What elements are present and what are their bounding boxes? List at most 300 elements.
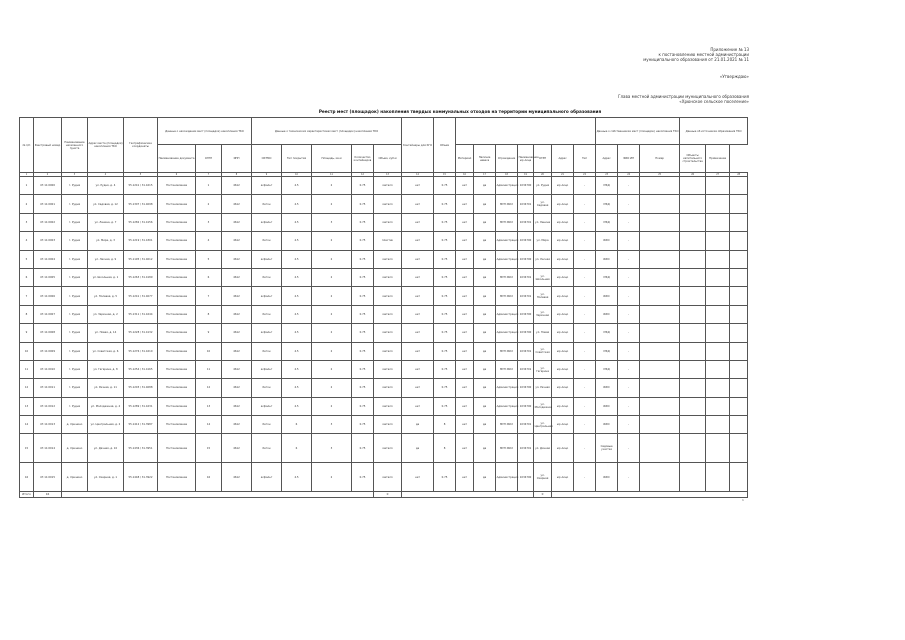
table-cell: -	[574, 463, 596, 492]
col-header: № п/п	[20, 118, 34, 173]
table-cell: 2	[312, 342, 352, 360]
table-cell-empty	[730, 195, 748, 213]
table-cell: 55.1311 / 31.4244	[124, 305, 158, 323]
table-cell: 1034700	[518, 324, 534, 342]
col-number: 7	[196, 173, 222, 177]
col-number: 13	[374, 173, 402, 177]
table-cell: 3	[312, 213, 352, 231]
table-cell-empty	[706, 342, 730, 360]
table-cell-empty	[730, 305, 748, 323]
table-cell-empty	[706, 324, 730, 342]
table-cell: 4612	[222, 324, 252, 342]
table-cell: МКД	[596, 177, 618, 195]
table-cell-empty	[680, 213, 706, 231]
table-cell: Постановление	[158, 287, 196, 305]
table-cell: 2	[312, 287, 352, 305]
table-cell: -	[574, 195, 596, 213]
table-cell: 0.75	[352, 177, 374, 195]
table-cell: металл	[374, 177, 402, 195]
table-cell: 8	[434, 434, 456, 463]
table-cell: бетон	[252, 434, 282, 463]
table-cell: 4612	[222, 305, 252, 323]
table-cell: -	[574, 213, 596, 231]
table-cell-empty	[640, 434, 680, 463]
table-cell: ул. Дачная, д. 10	[88, 434, 124, 463]
table-cell: -	[574, 397, 596, 415]
total-cell: 0	[374, 492, 402, 498]
table-cell: 47:11:0010	[34, 360, 62, 378]
table-cell: 4612	[222, 287, 252, 305]
col-number: 19	[518, 173, 534, 177]
table-cell: 47:11:0012	[34, 397, 62, 415]
table-cell-empty	[706, 416, 730, 434]
table-cell: ул. Советская, д. 6	[88, 342, 124, 360]
table-cell: Администрация	[496, 305, 518, 323]
table-cell: ИЖС	[596, 305, 618, 323]
table-cell-empty	[730, 324, 748, 342]
table-cell-empty	[640, 360, 680, 378]
table-cell: 4.5	[282, 250, 312, 268]
table-cell: 2	[312, 463, 352, 492]
table-cell-empty	[706, 232, 730, 250]
col-header: Географические координаты	[124, 118, 158, 173]
table-cell: 11	[196, 360, 222, 378]
total-cell: Итого	[20, 492, 34, 498]
table-row	[20, 379, 748, 397]
table-cell: г. Рудня	[62, 213, 88, 231]
table-cell-empty	[680, 416, 706, 434]
table-cell: 2	[312, 232, 352, 250]
table-cell: нет	[402, 177, 434, 195]
table-cell: 12	[196, 379, 222, 397]
table-cell: нет	[402, 287, 434, 305]
col-header: Площадь, кв.м	[312, 145, 352, 173]
table-cell: 8	[196, 305, 222, 323]
table-cell-empty	[640, 213, 680, 231]
table-cell: г. Рудня	[62, 324, 88, 342]
col-header: Контейнеры для КГО	[402, 118, 434, 173]
table-cell: -	[618, 416, 640, 434]
table-cell: ул. Речная, д. 11	[88, 379, 124, 397]
table-cell: да	[474, 268, 496, 286]
table-cell: -	[618, 305, 640, 323]
table-cell: юр.лицо	[552, 379, 574, 397]
table-row	[20, 434, 748, 463]
table-cell: 5	[196, 250, 222, 268]
table-cell-empty	[706, 195, 730, 213]
col-header: ФИО ИП	[618, 145, 640, 173]
table-cell: -	[618, 463, 640, 492]
table-cell-empty	[640, 397, 680, 415]
table-cell: ул. Молодежная, д. 4	[88, 397, 124, 415]
table-cell: 15	[196, 434, 222, 463]
table-cell-empty	[730, 360, 748, 378]
table-cell: 4	[196, 232, 222, 250]
table-cell: Постановление	[158, 213, 196, 231]
approve-line: Глава местной администрации муниципального образования	[618, 94, 749, 99]
col-header: Ограждение	[496, 145, 518, 173]
table-cell: Постановление	[158, 397, 196, 415]
table-cell: 4612	[222, 379, 252, 397]
table-cell: нет	[402, 379, 434, 397]
table-cell: 47:11:0004	[34, 250, 62, 268]
col-header: Номер	[640, 145, 680, 173]
table-cell-empty	[680, 360, 706, 378]
table-cell: 9	[20, 324, 34, 342]
table-cell-empty	[706, 287, 730, 305]
table-cell: 55.1228 / 31.4132	[124, 324, 158, 342]
table-cell: 4	[20, 232, 34, 250]
table-cell-empty	[706, 213, 730, 231]
table-cell: 2	[312, 360, 352, 378]
table-cell: да	[474, 250, 496, 268]
table-cell: 0.75	[434, 397, 456, 415]
table-cell: МУП ЖКХ	[496, 342, 518, 360]
col-number: 23	[596, 173, 618, 177]
table-cell: д. Хрюнино	[62, 434, 88, 463]
col-header: Наименование документа	[158, 145, 196, 173]
table-cell: ИЖС	[596, 250, 618, 268]
table-cell: ул. Лесная	[534, 250, 552, 268]
table-cell: 55.1276 / 31.4210	[124, 342, 158, 360]
table-cell: 2	[196, 195, 222, 213]
col-header: Материал	[456, 145, 474, 173]
table-cell: ул. Молодежная	[534, 397, 552, 415]
table-cell: металл	[374, 305, 402, 323]
group-header-technical: Данные о технических характеристиках мест (площадок) накопления ТКО	[252, 118, 402, 145]
table-cell: нет	[456, 305, 474, 323]
table-cell: Постановление	[158, 324, 196, 342]
table-cell: 47:11:0009	[34, 342, 62, 360]
table-cell: 4612	[222, 416, 252, 434]
table-cell: -	[618, 195, 640, 213]
col-header: Наличие навеса	[474, 145, 496, 173]
approve-block	[589, 94, 749, 104]
appendix-line: к постановлению местной администрации	[658, 52, 749, 57]
table-row	[20, 360, 748, 378]
table-cell: юр.лицо	[552, 232, 574, 250]
table-cell: -	[574, 416, 596, 434]
table-cell: юр.лицо	[552, 342, 574, 360]
table-cell: нет	[456, 177, 474, 195]
table-row	[20, 268, 748, 286]
table-cell: МУП ЖКХ	[496, 268, 518, 286]
table-cell: 7	[196, 287, 222, 305]
table-cell: 2	[312, 177, 352, 195]
table-cell: нет	[456, 360, 474, 378]
table-cell: 0.75	[352, 324, 374, 342]
table-cell: 2	[312, 305, 352, 323]
table-cell-empty	[680, 195, 706, 213]
table-cell: 1034701	[518, 342, 534, 360]
table-cell: 4.5	[282, 397, 312, 415]
col-number: 3	[62, 173, 88, 177]
table-cell: асфальт	[252, 397, 282, 415]
table-cell: асфальт	[252, 213, 282, 231]
table-cell: 1034701	[518, 268, 534, 286]
table-cell: 1034701	[518, 213, 534, 231]
table-cell: 14	[20, 416, 34, 434]
table-cell: -	[618, 287, 640, 305]
table-cell-empty	[640, 463, 680, 492]
table-cell: МУП ЖКХ	[496, 434, 518, 463]
table-cell: ИЖС	[596, 287, 618, 305]
table-cell-empty	[680, 463, 706, 492]
table-cell: -	[574, 434, 596, 463]
table-cell: г. Рудня	[62, 268, 88, 286]
table-cell: Постановление	[158, 463, 196, 492]
table-cell: ул. Ленина	[534, 213, 552, 231]
table-cell: металл	[374, 379, 402, 397]
table-cell: 4.5	[282, 342, 312, 360]
appendix-line: муниципального образования от 21.01.2021 № 11	[643, 57, 749, 62]
table-cell-empty	[640, 324, 680, 342]
table-cell: юр.лицо	[552, 287, 574, 305]
table-cell: нет	[456, 250, 474, 268]
table-cell: 47:11:0014	[34, 434, 62, 463]
table-cell: Постановление	[158, 416, 196, 434]
table-cell: ул. Гагарина	[534, 360, 552, 378]
table-cell: г. Рудня	[62, 232, 88, 250]
table-cell: 47:11:0002	[34, 213, 62, 231]
table-cell: да	[474, 195, 496, 213]
table-cell: Постановление	[158, 360, 196, 378]
table-cell: нет	[456, 463, 474, 492]
table-cell: МУП ЖКХ	[496, 360, 518, 378]
table-cell: -	[618, 213, 640, 231]
table-cell: 1034701	[518, 287, 534, 305]
table-cell: 0.75	[352, 342, 374, 360]
table-cell-empty	[706, 397, 730, 415]
table-cell: 2	[312, 195, 352, 213]
table-cell-empty	[730, 213, 748, 231]
table-cell: 0.75	[352, 360, 374, 378]
table-cell: ул. Лесная, д. 9	[88, 250, 124, 268]
col-number: 27	[706, 173, 730, 177]
table-cell: 0.75	[352, 268, 374, 286]
table-cell: -	[618, 232, 640, 250]
col-number: 22	[574, 173, 596, 177]
table-cell: да	[474, 305, 496, 323]
table-cell: металл	[374, 416, 402, 434]
table-cell: нет	[402, 463, 434, 492]
table-cell-empty	[730, 379, 748, 397]
table-cell: 0.75	[434, 195, 456, 213]
approve-line: «Хрюнское сельское поселение»	[679, 99, 749, 104]
table-cell: 4612	[222, 360, 252, 378]
table-cell: 6	[196, 268, 222, 286]
table-cell-empty	[706, 268, 730, 286]
table-cell: ул. Рудня	[534, 177, 552, 195]
table-cell: 0.75	[434, 342, 456, 360]
table-cell: 4612	[222, 268, 252, 286]
table-cell: юр.лицо	[552, 213, 574, 231]
table-row	[20, 232, 748, 250]
table-cell: МКД	[596, 360, 618, 378]
table-cell: -	[618, 177, 640, 195]
table-cell: 47:11:0000	[34, 177, 62, 195]
table-cell: нет	[402, 250, 434, 268]
table-cell: бетон	[252, 379, 282, 397]
table-cell: ИЖС	[596, 416, 618, 434]
col-header: Объем, куб.м	[374, 145, 402, 173]
table-cell: 10	[20, 342, 34, 360]
table-cell: МУП ЖКХ	[496, 287, 518, 305]
table-cell: нет	[402, 360, 434, 378]
table-cell: 4612	[222, 397, 252, 415]
table-cell: МКД	[596, 213, 618, 231]
table-cell-empty	[680, 177, 706, 195]
col-number: 12	[352, 173, 374, 177]
table-cell: 0.75	[352, 250, 374, 268]
approve-label: «Утверждаю»	[719, 74, 749, 79]
table-row	[20, 324, 748, 342]
table-cell-empty	[640, 379, 680, 397]
document-title: Реестр мест (площадок) накопления твердых коммунальных отходов на территории муниципального образования	[318, 109, 602, 114]
table-cell-empty	[730, 397, 748, 415]
table-cell: 4.5	[282, 305, 312, 323]
table-cell: 4.5	[282, 287, 312, 305]
table-cell: 13	[20, 397, 34, 415]
col-header: Объем	[434, 118, 456, 173]
table-cell: ул. Гагарина, д. 8	[88, 360, 124, 378]
table-cell: 11	[20, 360, 34, 378]
table-cell: д. Хрюнино	[62, 463, 88, 492]
table-cell: юр.лицо	[552, 324, 574, 342]
table-cell-empty	[680, 287, 706, 305]
table-cell: асфальт	[252, 324, 282, 342]
col-header: Наименование населенного пункта	[62, 118, 88, 173]
table-row	[20, 287, 748, 305]
header-row-groups	[20, 118, 748, 145]
table-cell: 3	[312, 434, 352, 463]
table-cell: 7	[20, 287, 34, 305]
table-cell: Администрация	[496, 324, 518, 342]
table-cell: 0.75	[352, 305, 374, 323]
table-cell-empty	[680, 324, 706, 342]
col-header: Примечание	[706, 145, 730, 173]
col-number: 1	[20, 173, 34, 177]
table-cell: нет	[456, 416, 474, 434]
table-cell: да	[474, 379, 496, 397]
table-cell: 0.75	[352, 287, 374, 305]
group-header-sources: Данные об источниках образования ТКО	[680, 118, 748, 145]
table-cell: нет	[402, 268, 434, 286]
table-cell: ул. Садовая, д. 12	[88, 195, 124, 213]
table-cell: г. Рудня	[62, 195, 88, 213]
table-cell: -	[618, 360, 640, 378]
table-cell-empty	[730, 416, 748, 434]
col-header: Тип	[574, 145, 596, 173]
table-cell: Постановление	[158, 195, 196, 213]
table-cell: нет	[456, 342, 474, 360]
table-cell: 4612	[222, 250, 252, 268]
table-cell: да	[474, 287, 496, 305]
table-cell: 55.1241 / 31.4215	[124, 177, 158, 195]
table-cell: 4.5	[282, 195, 312, 213]
table-cell: 0.75	[434, 379, 456, 397]
table-cell: МУП ЖКХ	[496, 213, 518, 231]
table-cell: -	[618, 324, 640, 342]
table-cell: Постановление	[158, 232, 196, 250]
table-cell: ул. Полевая	[534, 287, 552, 305]
table-row	[20, 177, 748, 195]
table-cell-empty	[706, 305, 730, 323]
table-cell-empty	[730, 463, 748, 492]
table-cell: нет	[402, 195, 434, 213]
group-header-owner: Данные о собственниках мест (площадок) накопления ТКО	[596, 118, 680, 145]
table-cell: 47:11:0011	[34, 379, 62, 397]
table-cell: 0.75	[352, 232, 374, 250]
col-header: ИНН	[222, 145, 252, 173]
table-cell: 4.5	[282, 324, 312, 342]
table-cell: металл	[374, 397, 402, 415]
table-cell: 16	[20, 463, 34, 492]
table-cell: нет	[456, 268, 474, 286]
col-header: Адрес	[596, 145, 618, 173]
table-cell: да	[402, 434, 434, 463]
total-row	[20, 492, 748, 498]
col-header: Количество контейнеров	[352, 145, 374, 173]
table-cell: 55.1254 / 31.4165	[124, 360, 158, 378]
table-cell-empty	[706, 434, 730, 463]
table-cell: 1034700	[518, 177, 534, 195]
table-cell: 4.5	[282, 463, 312, 492]
col-number: 18	[496, 173, 518, 177]
table-cell: юр.лицо	[552, 416, 574, 434]
table-cell: -	[618, 342, 640, 360]
table-cell: да	[474, 177, 496, 195]
table-cell: ул. Полевая, д. 5	[88, 287, 124, 305]
table-cell: -	[574, 232, 596, 250]
appendix-block	[643, 47, 749, 62]
table-cell: 0.75	[434, 287, 456, 305]
table-cell-empty	[680, 434, 706, 463]
table-cell: бетон	[252, 195, 282, 213]
table-cell: нет	[456, 287, 474, 305]
table-cell: да	[402, 416, 434, 434]
table-cell: 0.75	[434, 305, 456, 323]
table-cell: ул. Новая, д. 14	[88, 324, 124, 342]
table-cell: 2	[312, 250, 352, 268]
table-cell: 0.75	[434, 360, 456, 378]
table-cell: 0.75	[434, 177, 456, 195]
table-cell: металл	[374, 463, 402, 492]
total-cell: 16	[34, 492, 62, 498]
register-table	[19, 117, 748, 498]
table-cell: 4.5	[282, 379, 312, 397]
table-cell-empty	[706, 177, 730, 195]
table-cell: 12	[20, 379, 34, 397]
table-cell: ул. Заречная, д. 2	[88, 305, 124, 323]
table-cell: юр.лицо	[552, 360, 574, 378]
table-cell: 4.5	[282, 177, 312, 195]
table-cell: 8	[434, 416, 456, 434]
table-cell: 4612	[222, 463, 252, 492]
table-cell: да	[474, 213, 496, 231]
footnote: 1	[742, 498, 744, 502]
table-cell: 0.75	[434, 250, 456, 268]
table-cell: бетон	[252, 416, 282, 434]
table-cell: 0.75	[434, 324, 456, 342]
table-cell: 5	[20, 250, 34, 268]
table-cell: 4612	[222, 434, 252, 463]
col-number: 9	[252, 173, 282, 177]
total-cell-empty	[62, 492, 374, 498]
table-cell: металл	[374, 434, 402, 463]
table-cell: 47:11:0006	[34, 287, 62, 305]
table-cell: юр.лицо	[552, 434, 574, 463]
